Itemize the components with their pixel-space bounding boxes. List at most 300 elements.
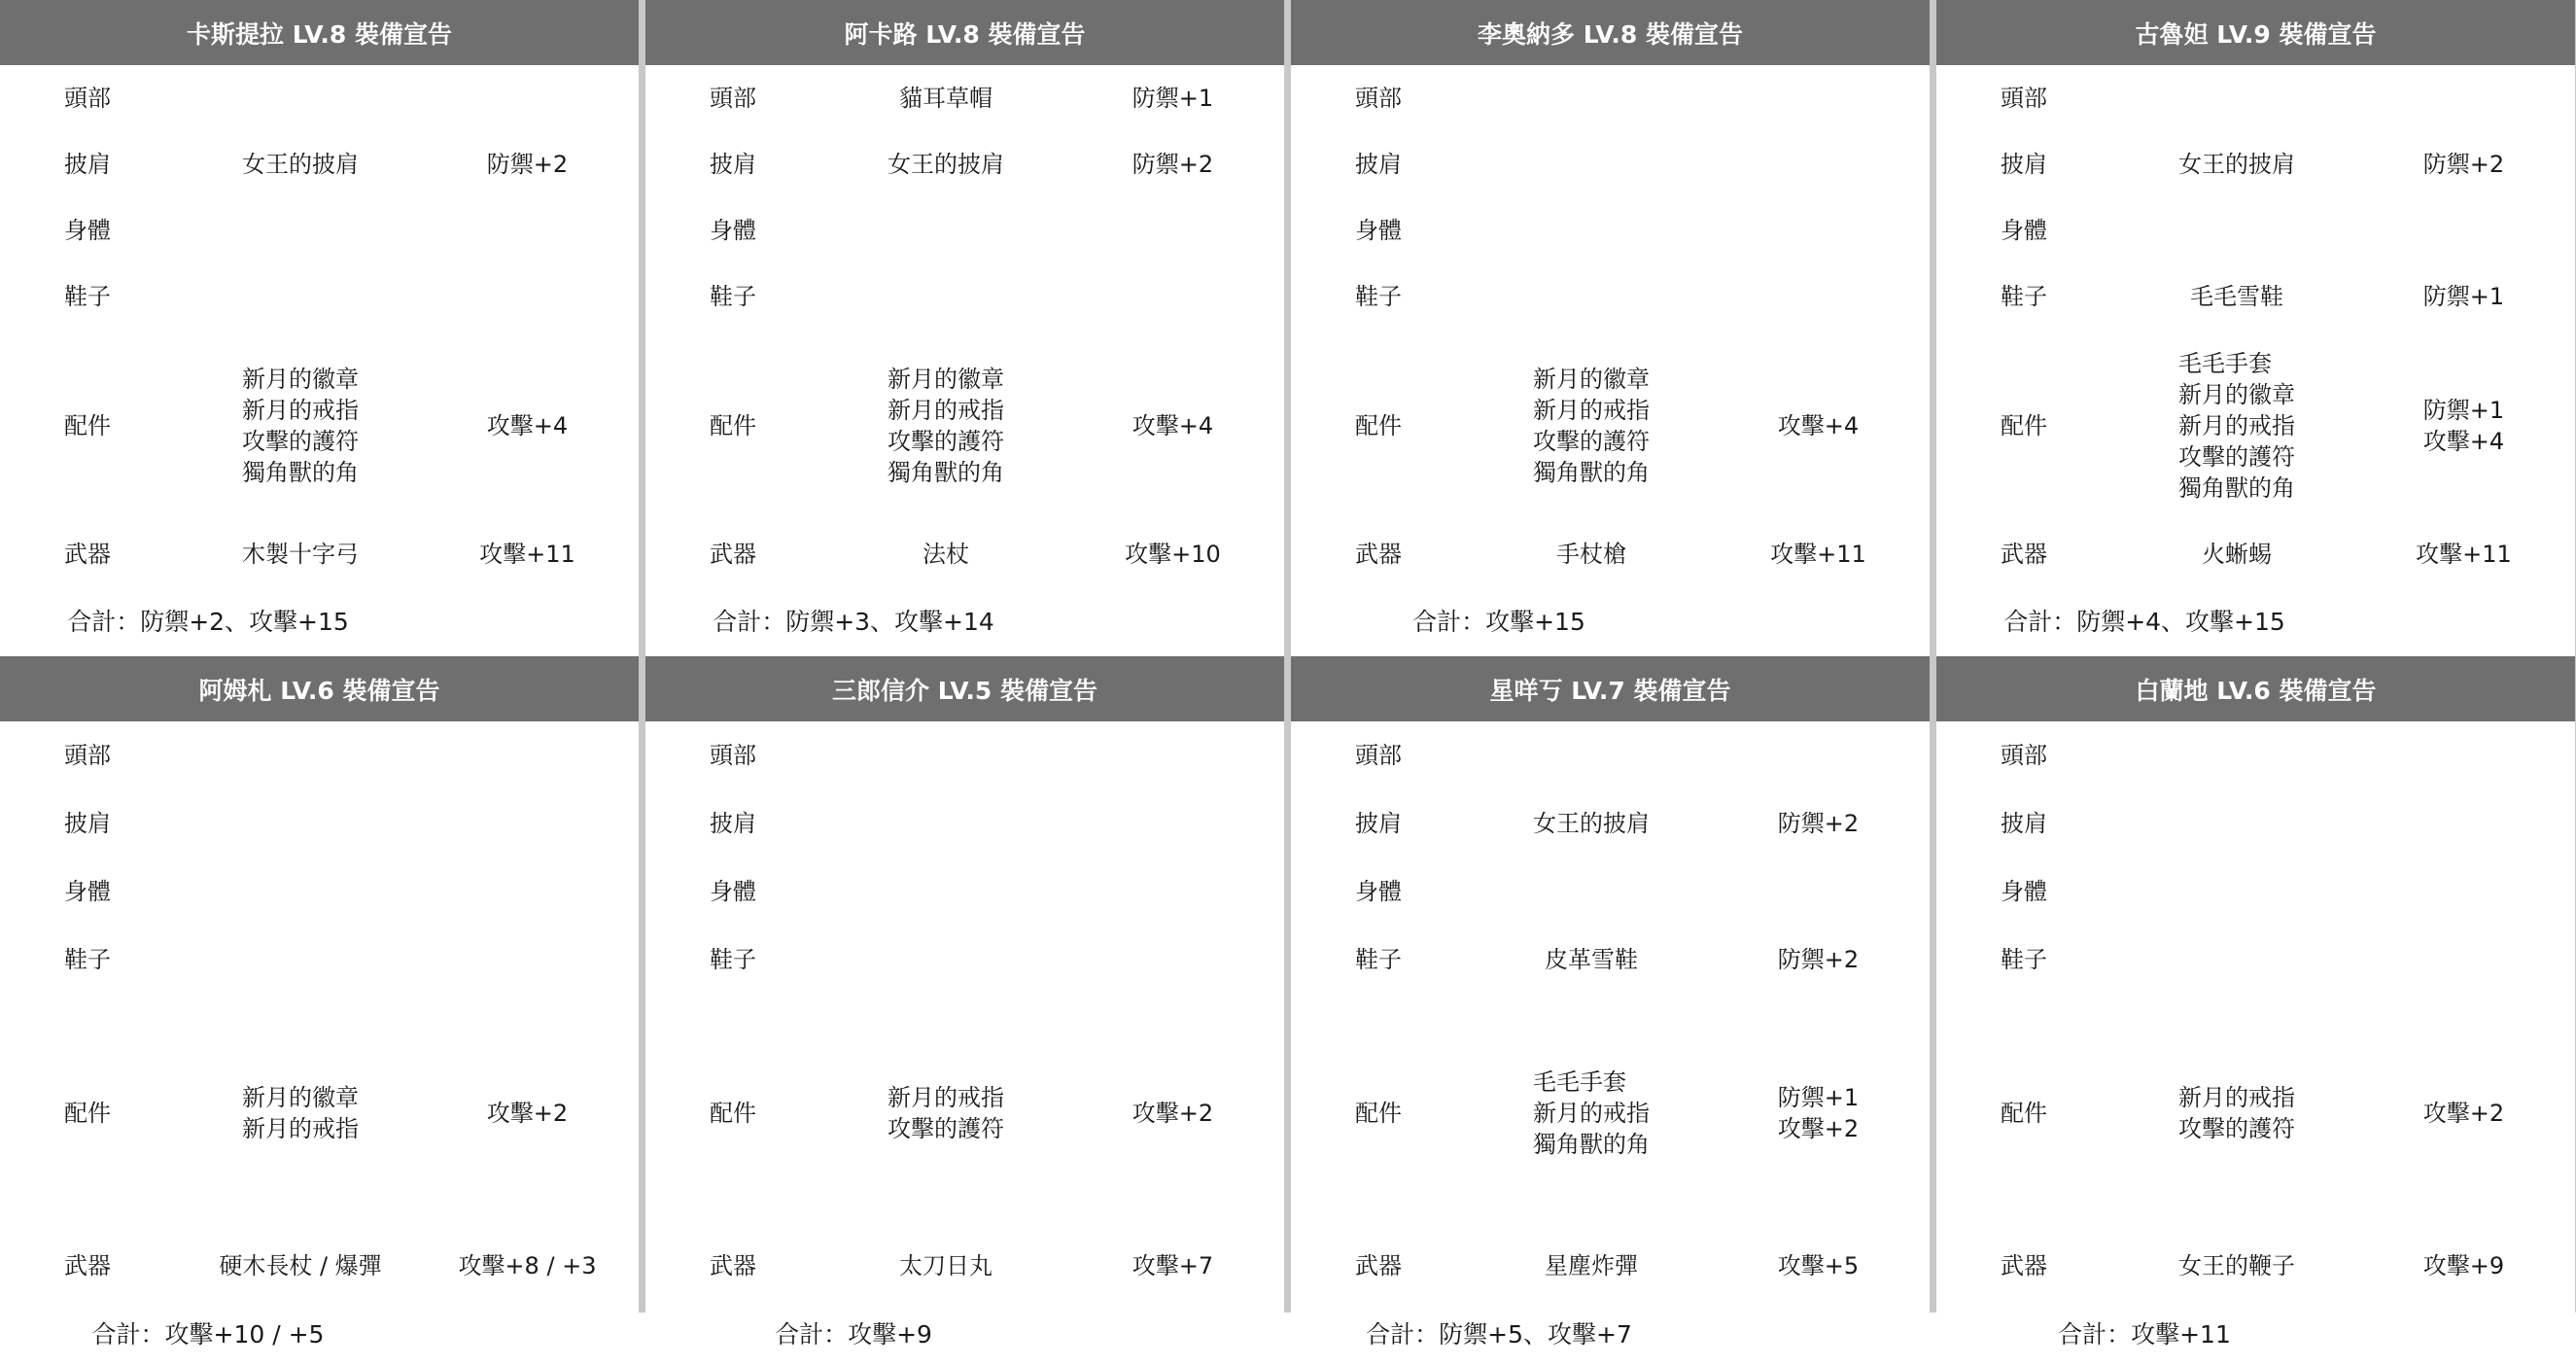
item-name [830,1082,1062,1144]
bonus-line: 攻擊+2 [1777,1114,1860,1142]
item-name [2121,740,2352,771]
bonus-line: 防禦+2 [1777,946,1860,973]
slot-row-weapon [645,521,1284,587]
bonus-lines [458,1250,596,1281]
slot-row-accessory [645,994,1284,1232]
item-line: 攻擊的護符 [2178,442,2295,471]
bonus-lines [2423,1098,2504,1129]
item-name [1476,1067,1707,1160]
item-line: 女王的披肩 [1533,810,1650,837]
stat-bonus [2352,395,2575,457]
item-lines [1545,944,1638,975]
slot-row-weapon [1291,1232,1930,1300]
equipment-table [0,721,639,1366]
slot-row-accessory [1291,994,1930,1232]
stat-bonus [2352,281,2575,312]
stat-bonus [1707,740,1930,771]
bonus-lines [487,410,568,441]
slot-row-head [1936,721,2575,789]
bonus-line: 防禦+1 [1131,85,1214,112]
slot-label: 配件 [1355,411,1402,439]
bonus-lines [1132,1098,1213,1129]
item-name [1476,215,1707,246]
item-lines [219,1250,381,1281]
item-name [2121,281,2352,312]
bonus-line: 攻擊+5 [1777,1252,1860,1279]
bonus-line: 攻擊+2 [2422,1099,2505,1127]
equipment-card [645,656,1284,1348]
item-name [830,876,1062,907]
stat-bonus [416,876,639,907]
card-title: 三郎信介 LV.5 裝備宣告 [645,656,1284,721]
item-lines [2190,281,2283,312]
item-lines [888,149,1004,180]
slot-label: 鞋子 [2001,946,2047,973]
slot-label: 身體 [1355,217,1402,244]
slot-row-shoes [1291,263,1930,330]
stat-bonus [416,281,639,312]
slot-label: 披肩 [64,810,111,837]
slot-row-weapon [1936,1232,2575,1300]
equipment-card [1291,656,1930,1348]
item-lines [242,1082,359,1144]
bonus-lines [1778,1082,1859,1144]
stat-bonus [416,808,639,839]
slot-row-accessory [0,994,639,1232]
item-lines [922,539,969,570]
bonus-line: 防禦+1 [2422,396,2505,424]
item-name [185,1250,416,1281]
item-line: 新月的戒指 [1533,1099,1650,1127]
stat-bonus [1062,808,1284,839]
item-lines [888,364,1004,488]
equipment-table [1936,721,2575,1366]
item-name [185,83,416,114]
item-name [830,1250,1062,1281]
slot-row-body [1936,858,2575,926]
slot-row-body [0,197,639,263]
slot-label: 身體 [2001,217,2047,244]
item-name [830,149,1062,180]
item-name [185,1082,416,1144]
stat-bonus [1707,539,1930,570]
stat-bonus [1707,944,1930,975]
slot-row-accessory [645,330,1284,521]
item-line: 女王的鞭子 [2178,1252,2295,1279]
equipment-table [1936,65,2575,656]
bonus-line: 防禦+2 [1777,810,1860,837]
slot-label: 頭部 [710,742,756,769]
item-lines [1545,1250,1638,1281]
slot-label: 頭部 [1355,85,1402,112]
slot-label: 鞋子 [2001,283,2047,310]
item-line: 新月的戒指 [242,1114,359,1142]
item-line: 獨角獸的角 [888,458,1004,486]
slot-label: 鞋子 [710,283,756,310]
total-text: 合計：攻擊+9 [775,1320,932,1348]
item-line: 新月的戒指 [1533,396,1650,424]
item-line: 毛毛手套 [1533,1068,1626,1096]
item-line: 新月的徽章 [2178,380,2295,408]
item-lines [2178,1250,2295,1281]
card-title: 阿姆札 LV.6 裝備宣告 [0,656,639,721]
stat-bonus [416,1098,639,1129]
item-name [185,364,416,488]
bonus-line: 防禦+2 [486,151,569,178]
bonus-line: 防禦+2 [1131,151,1214,178]
item-name [830,740,1062,771]
item-line: 獨角獸的角 [1533,1130,1650,1158]
slot-row-accessory [1936,994,2575,1232]
slot-label: 身體 [1355,878,1402,905]
stat-bonus [1062,83,1284,114]
equipment-card [1936,0,2575,656]
slot-label: 披肩 [2001,151,2047,178]
equipment-card [1291,0,1930,656]
item-lines [899,83,992,114]
item-lines [899,1250,992,1281]
stat-bonus [416,539,639,570]
bonus-line: 防禦+2 [2422,151,2505,178]
card-title: 星咩丂 LV.7 裝備宣告 [1291,656,1930,721]
item-name [830,539,1062,570]
item-line: 新月的徽章 [242,365,359,393]
item-line: 貓耳草帽 [899,85,992,112]
slot-row-head [645,721,1284,789]
slot-label: 披肩 [1355,151,1402,178]
stat-bonus [1707,1250,1930,1281]
slot-row-head [1291,721,1930,789]
bonus-lines [1132,83,1213,114]
bonus-lines [1125,539,1221,570]
stat-bonus [2352,539,2575,570]
total-text: 合計：防禦+2、攻擊+15 [67,608,349,636]
bonus-lines [487,1098,568,1129]
item-name [1476,876,1707,907]
slot-row-weapon [0,521,639,587]
total-row [1291,1300,1930,1366]
total-row [1936,1300,2575,1366]
item-line: 攻擊的護符 [242,427,359,455]
item-lines [2178,348,2295,504]
item-line: 攻擊的護符 [888,427,1004,455]
slot-label: 身體 [64,878,111,905]
stat-bonus [2352,944,2575,975]
slot-label: 配件 [64,411,111,439]
slot-row-cape [1291,131,1930,197]
stat-bonus [416,149,639,180]
item-line: 木製十字弓 [242,541,359,568]
item-line: 新月的戒指 [888,396,1004,424]
slot-row-head [0,721,639,789]
item-line: 毛毛雪鞋 [2190,283,2283,310]
bonus-line: 防禦+1 [1777,1083,1860,1111]
equipment-card [645,0,1284,656]
stat-bonus [1707,876,1930,907]
bonus-lines [2416,539,2512,570]
item-name [830,808,1062,839]
stat-bonus [1062,149,1284,180]
item-name [2121,539,2352,570]
item-line: 攻擊的護符 [1533,427,1650,455]
slot-row-weapon [1291,521,1930,587]
bonus-lines [1778,1250,1859,1281]
item-name [1476,149,1707,180]
slot-row-cape [645,789,1284,858]
item-line: 獨角獸的角 [2178,473,2295,502]
bonus-line: 攻擊+8 / +3 [458,1252,597,1279]
slot-row-body [1936,197,2575,263]
stat-bonus [1062,876,1284,907]
item-name [2121,149,2352,180]
bonus-line: 攻擊+4 [2422,427,2505,455]
bonus-lines [1132,149,1213,180]
total-row [0,587,639,653]
bonus-line: 攻擊+11 [1770,541,1866,568]
slot-label: 頭部 [2001,85,2047,112]
slot-label: 披肩 [710,151,756,178]
bonus-line: 攻擊+2 [486,1099,569,1127]
stat-bonus [1707,281,1930,312]
equipment-table [1291,721,1930,1366]
bonus-lines [1778,944,1859,975]
item-line: 硬木長杖 / 爆彈 [219,1252,382,1279]
item-lines [2178,1082,2295,1144]
item-line: 新月的戒指 [242,396,359,424]
item-line: 新月的徽章 [242,1083,359,1111]
slot-label: 頭部 [64,85,111,112]
total-row [0,1300,639,1366]
slot-label: 頭部 [1355,742,1402,769]
slot-row-head [645,65,1284,131]
bonus-line: 攻擊+4 [1777,411,1860,439]
stat-bonus [1707,83,1930,114]
slot-row-body [645,858,1284,926]
item-lines [1533,364,1650,488]
stat-bonus [1062,944,1284,975]
slot-label: 配件 [710,1099,756,1127]
total-text: 合計：防禦+5、攻擊+7 [1366,1320,1632,1348]
slot-label: 頭部 [2001,742,2047,769]
bonus-lines [1778,410,1859,441]
item-name [1476,83,1707,114]
slot-row-shoes [0,926,639,994]
item-name [830,364,1062,488]
item-name [2121,215,2352,246]
item-name [1476,281,1707,312]
item-name [830,83,1062,114]
bonus-line: 攻擊+11 [2416,541,2512,568]
slot-row-cape [1291,789,1930,858]
slot-label: 頭部 [64,742,111,769]
stat-bonus [416,83,639,114]
item-lines [242,539,359,570]
item-name [185,808,416,839]
item-line: 新月的戒指 [2178,1083,2295,1111]
item-line: 星塵炸彈 [1545,1252,1638,1279]
slot-label: 配件 [710,411,756,439]
item-name [185,539,416,570]
slot-row-head [1291,65,1930,131]
stat-bonus [2352,1098,2575,1129]
slot-label: 配件 [2001,411,2047,439]
bonus-lines [487,149,568,180]
bonus-line: 攻擊+11 [479,541,575,568]
slot-row-shoes [645,263,1284,330]
slot-row-weapon [1936,521,2575,587]
stat-bonus [1707,410,1930,441]
equipment-table [1291,65,1930,656]
stat-bonus [416,1250,639,1281]
item-line: 皮革雪鞋 [1545,946,1638,973]
item-name [185,876,416,907]
stat-bonus [2352,149,2575,180]
slot-label: 鞋子 [1355,946,1402,973]
item-name [2121,348,2352,504]
slot-label: 披肩 [1355,810,1402,837]
equipment-table [645,65,1284,656]
slot-label: 鞋子 [64,946,111,973]
slot-label: 武器 [2001,1252,2047,1279]
slot-label: 配件 [1355,1099,1402,1127]
slot-label: 披肩 [2001,810,2047,837]
item-name [830,215,1062,246]
item-line: 火蜥蜴 [2202,541,2272,568]
bonus-line: 攻擊+4 [486,411,569,439]
bonus-lines [2423,281,2504,312]
item-line: 新月的徽章 [888,365,1004,393]
item-line: 新月的戒指 [888,1083,1004,1111]
item-name [2121,808,2352,839]
bonus-lines [1132,1250,1213,1281]
slot-row-accessory [1936,330,2575,521]
stat-bonus [1707,149,1930,180]
stat-bonus [2352,215,2575,246]
item-name [185,281,416,312]
item-name [2121,83,2352,114]
bonus-lines [1132,410,1213,441]
bonus-line: 攻擊+9 [2422,1252,2505,1279]
item-name [830,944,1062,975]
item-lines [1533,808,1650,839]
bonus-lines [1778,808,1859,839]
slot-row-shoes [0,263,639,330]
slot-row-body [645,197,1284,263]
bonus-lines [2423,395,2504,457]
item-line: 法杖 [922,541,969,568]
slot-label: 武器 [1355,541,1402,568]
bonus-line: 攻擊+10 [1125,541,1221,568]
slot-label: 武器 [64,1252,111,1279]
slot-label: 身體 [64,217,111,244]
total-text: 合計：防禦+3、攻擊+14 [713,608,994,636]
equipment-table [0,65,639,656]
slot-row-head [0,65,639,131]
item-name [1476,1250,1707,1281]
item-name [2121,944,2352,975]
item-lines [888,1082,1004,1144]
slot-label: 鞋子 [710,946,756,973]
stat-bonus [1062,1098,1284,1129]
item-name [1476,944,1707,975]
slot-label: 鞋子 [64,283,111,310]
item-name [185,740,416,771]
slot-row-weapon [0,1232,639,1300]
stat-bonus [1062,539,1284,570]
stat-bonus [2352,808,2575,839]
slot-row-shoes [1291,926,1930,994]
slot-label: 武器 [64,541,111,568]
item-name [1476,808,1707,839]
stat-bonus [1707,1082,1930,1144]
stat-bonus [1062,281,1284,312]
item-name [185,149,416,180]
slot-label: 身體 [710,217,756,244]
slot-label: 頭部 [710,85,756,112]
item-lines [242,364,359,488]
equipment-card [1936,656,2575,1348]
slot-label: 披肩 [710,810,756,837]
slot-row-cape [645,131,1284,197]
bonus-line: 攻擊+7 [1131,1252,1214,1279]
slot-row-accessory [0,330,639,521]
slot-label: 武器 [1355,1252,1402,1279]
slot-row-body [1291,197,1930,263]
slot-row-shoes [1936,263,2575,330]
slot-row-accessory [1291,330,1930,521]
slot-label: 武器 [710,541,756,568]
stat-bonus [2352,876,2575,907]
item-name [185,944,416,975]
item-line: 攻擊的護符 [2178,1114,2295,1142]
slot-label: 配件 [64,1099,111,1127]
stat-bonus [416,740,639,771]
stat-bonus [2352,83,2575,114]
item-name [2121,876,2352,907]
item-line: 獨角獸的角 [242,458,359,486]
total-text: 合計：防禦+4、攻擊+15 [2003,608,2285,636]
stat-bonus [416,944,639,975]
item-line: 手杖槍 [1556,541,1626,568]
bonus-line: 攻擊+4 [1131,411,1214,439]
slot-row-head [1936,65,2575,131]
stat-bonus [1707,808,1930,839]
bonus-lines [479,539,575,570]
bonus-lines [2423,1250,2504,1281]
slot-label: 鞋子 [1355,283,1402,310]
stat-bonus [2352,1250,2575,1281]
slot-label: 身體 [710,878,756,905]
slot-row-cape [0,131,639,197]
slot-row-body [1291,858,1930,926]
item-line: 獨角獸的角 [1533,458,1650,486]
stat-bonus [1062,1250,1284,1281]
item-name [185,215,416,246]
bonus-lines [1770,539,1866,570]
item-line: 新月的戒指 [2178,411,2295,439]
slot-row-shoes [645,926,1284,994]
card-title: 阿卡路 LV.8 裝備宣告 [645,0,1284,65]
item-lines [242,149,359,180]
bonus-line: 防禦+1 [2422,283,2505,310]
item-line: 女王的披肩 [888,151,1004,178]
card-title: 李奧納多 LV.8 裝備宣告 [1291,0,1930,65]
total-row [1936,587,2575,653]
total-text: 合計：攻擊+11 [2058,1320,2231,1348]
item-lines [2178,149,2295,180]
slot-row-cape [1936,789,2575,858]
slot-row-body [0,858,639,926]
